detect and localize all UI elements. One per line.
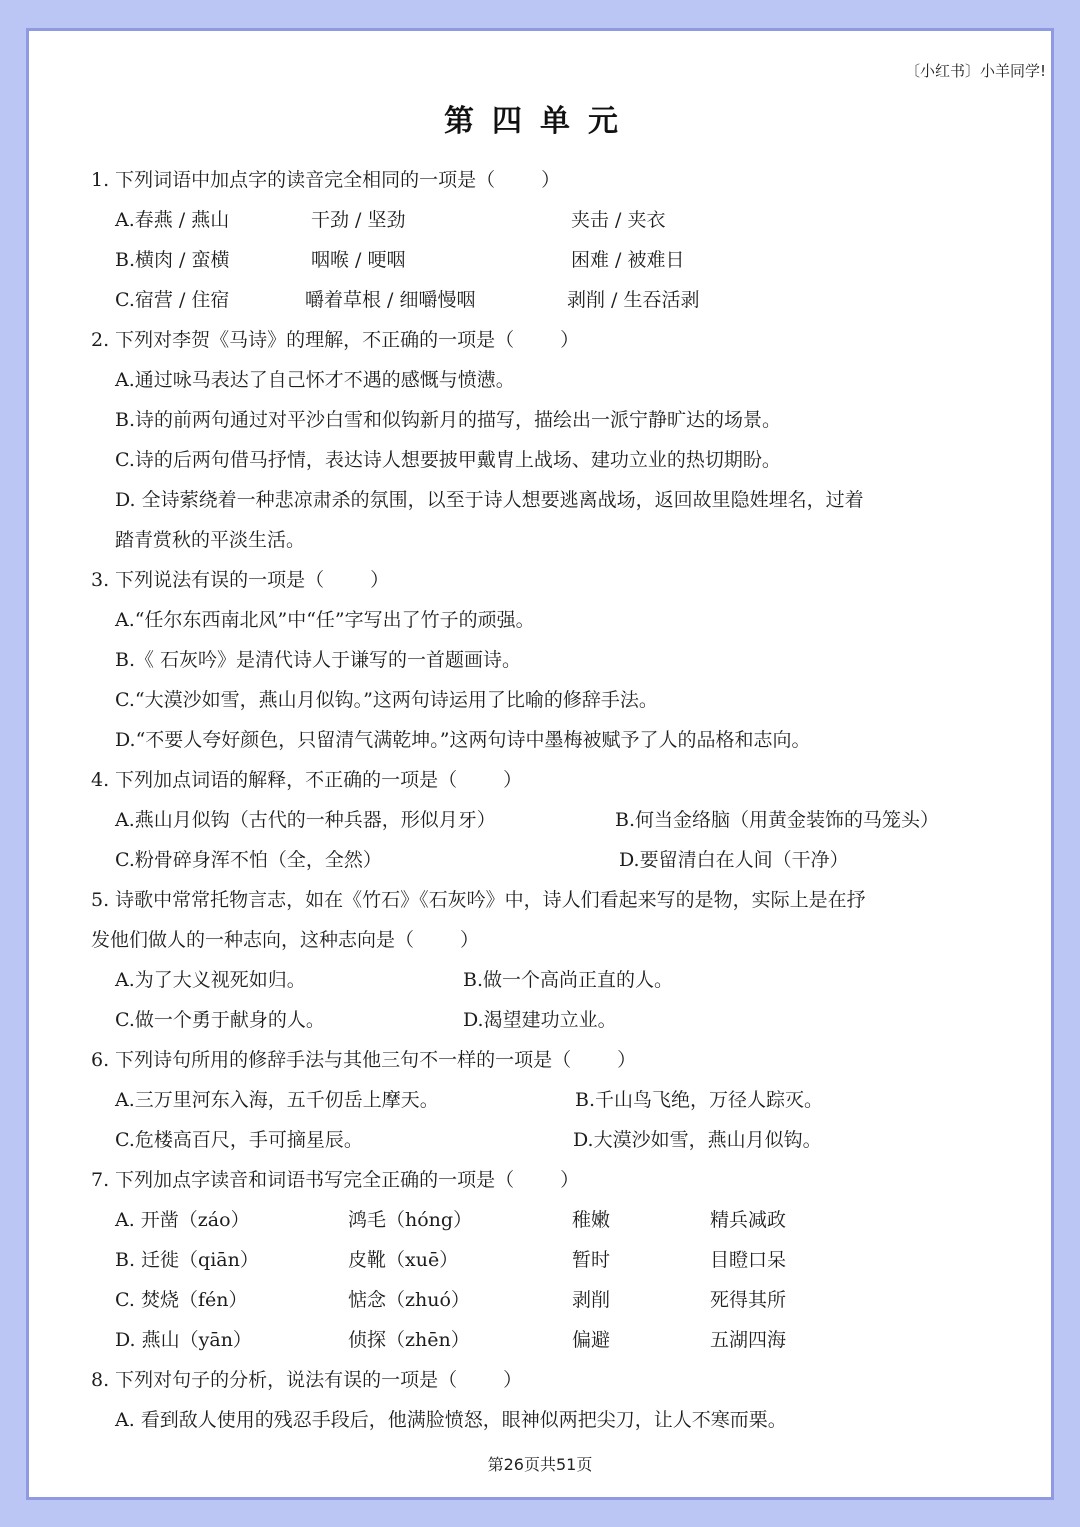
question-7-option-a: A. 开凿（záo） 鸿毛（hóng） 稚嫩 精兵减政	[115, 1209, 787, 1231]
question-list	[91, 160, 1001, 1440]
question-4-option-c: C.粉骨碎身浑不怕（全，全然）	[115, 849, 382, 871]
question-1-option-a: A.春燕 / 燕山 干劲 / 坚劲 夹击 / 夹衣	[115, 209, 666, 231]
question-1-stem: 1. 下列词语中加点字的读音完全相同的一项是（ ）	[91, 169, 561, 191]
question-5-stem: 5. 诗歌中常常托物言志，如在《竹石》《石灰吟》中，诗人们看起来写的是物，实际上是在抒	[91, 889, 866, 911]
question-3-option-c: C.“大漠沙如雪，燕山月似钩。”这两句诗运用了比喻的修辞手法。	[115, 689, 658, 711]
question-2-stem: 2. 下列对李贺《马诗》的理解，不正确的一项是（ ）	[91, 329, 580, 351]
question-1-option-c: C.宿营 / 住宿 嚼着草根 / 细嚼慢咽 剥削 / 生吞活剥	[115, 289, 700, 311]
question-6-option-c: C.危楼高百尺，手可摘星辰。	[115, 1129, 363, 1151]
question-5-row-2	[91, 1000, 1001, 1040]
question-4-option-b: B.何当金络脑（用黄金装饰的马笼头）	[615, 809, 940, 831]
question-3-option-d: D.“不要人夸好颜色，只留清气满乾坤。”这两句诗中墨梅被赋予了人的品格和志向。	[115, 729, 811, 751]
question-6-option-a: A.三万里河东入海，五千仞岳上摩天。	[115, 1089, 439, 1111]
question-4-option-d: D.要留清白在人间（干净）	[619, 849, 849, 871]
question-6-stem: 6. 下列诗句所用的修辞手法与其他三句不一样的一项是（ ）	[91, 1049, 637, 1071]
question-3-stem: 3. 下列说法有误的一项是（ ）	[91, 569, 390, 591]
question-2-option-a: A.通过咏马表达了自己怀才不遇的感慨与愤懑。	[115, 369, 515, 391]
question-6-row-2	[91, 1120, 1001, 1160]
question-6-option-d: D.大漠沙如雪，燕山月似钩。	[573, 1129, 822, 1151]
question-7-option-d: D. 燕山（yān） 侦探（zhēn） 偏避 五湖四海	[115, 1329, 787, 1351]
question-8-stem: 8. 下列对句子的分析，说法有误的一项是（ ）	[91, 1369, 523, 1391]
question-6-option-b: B.千山鸟飞绝，万径人踪灭。	[575, 1089, 824, 1111]
question-4-row-1	[91, 800, 1001, 840]
question-4-stem: 4. 下列加点词语的解释，不正确的一项是（ ）	[91, 769, 523, 791]
page-title: 第四单元	[444, 104, 636, 139]
question-5-option-c: C.做一个勇于献身的人。	[115, 1009, 325, 1031]
question-7-stem: 7. 下列加点字读音和词语书写完全正确的一项是（ ）	[91, 1169, 580, 1191]
question-8-option-a: A. 看到敌人使用的残忍手段后，他满脸愤怒，眼神似两把尖刀，让人不寒而栗。	[115, 1409, 787, 1431]
question-3-option-a: A.“任尔东西南北风”中“任”字写出了竹子的顽强。	[115, 609, 535, 631]
question-4-row-2	[91, 840, 1001, 880]
question-2-option-c: C.诗的后两句借马抒情，表达诗人想要披甲戴胄上战场、建功立业的热切期盼。	[115, 449, 781, 471]
question-4-option-a: A.燕山月似钩（古代的一种兵器，形似月牙）	[115, 809, 496, 831]
watermark: 〔小红书〕小羊同学!	[904, 62, 1046, 80]
question-7-option-c: C. 焚烧（fén） 惦念（zhuó） 剥削 死得其所	[115, 1289, 787, 1311]
question-5-option-a: A.为了大义视死如归。	[115, 969, 306, 991]
question-5-option-b: B.做一个高尚正直的人。	[463, 969, 674, 991]
page-number: 第26页共51页	[487, 1455, 593, 1474]
question-7-option-b: B. 迁徙（qiān） 皮靴（xuē） 暂时 目瞪口呆	[115, 1249, 787, 1271]
question-5-option-d: D.渴望建功立业。	[463, 1009, 617, 1031]
question-3-option-b: B.《 石灰吟》是清代诗人于谦写的一首题画诗。	[115, 649, 522, 671]
question-1-option-b: B.横肉 / 蛮横 咽喉 / 哽咽 困难 / 被难日	[115, 249, 685, 271]
question-5-stem-cont: 发他们做人的一种志向，这种志向是（ ）	[91, 929, 480, 951]
question-2-option-d: D. 全诗萦绕着一种悲凉肃杀的氛围，以至于诗人想要逃离战场，返回故里隐姓埋名，过着	[115, 489, 864, 511]
question-6-row-1	[91, 1080, 1001, 1120]
question-5-row-1	[91, 960, 1001, 1000]
question-2-option-b: B.诗的前两句通过对平沙白雪和似钩新月的描写，描绘出一派宁静旷达的场景。	[115, 409, 782, 431]
question-2-option-d-cont: 踏青赏秋的平淡生活。	[115, 529, 306, 551]
